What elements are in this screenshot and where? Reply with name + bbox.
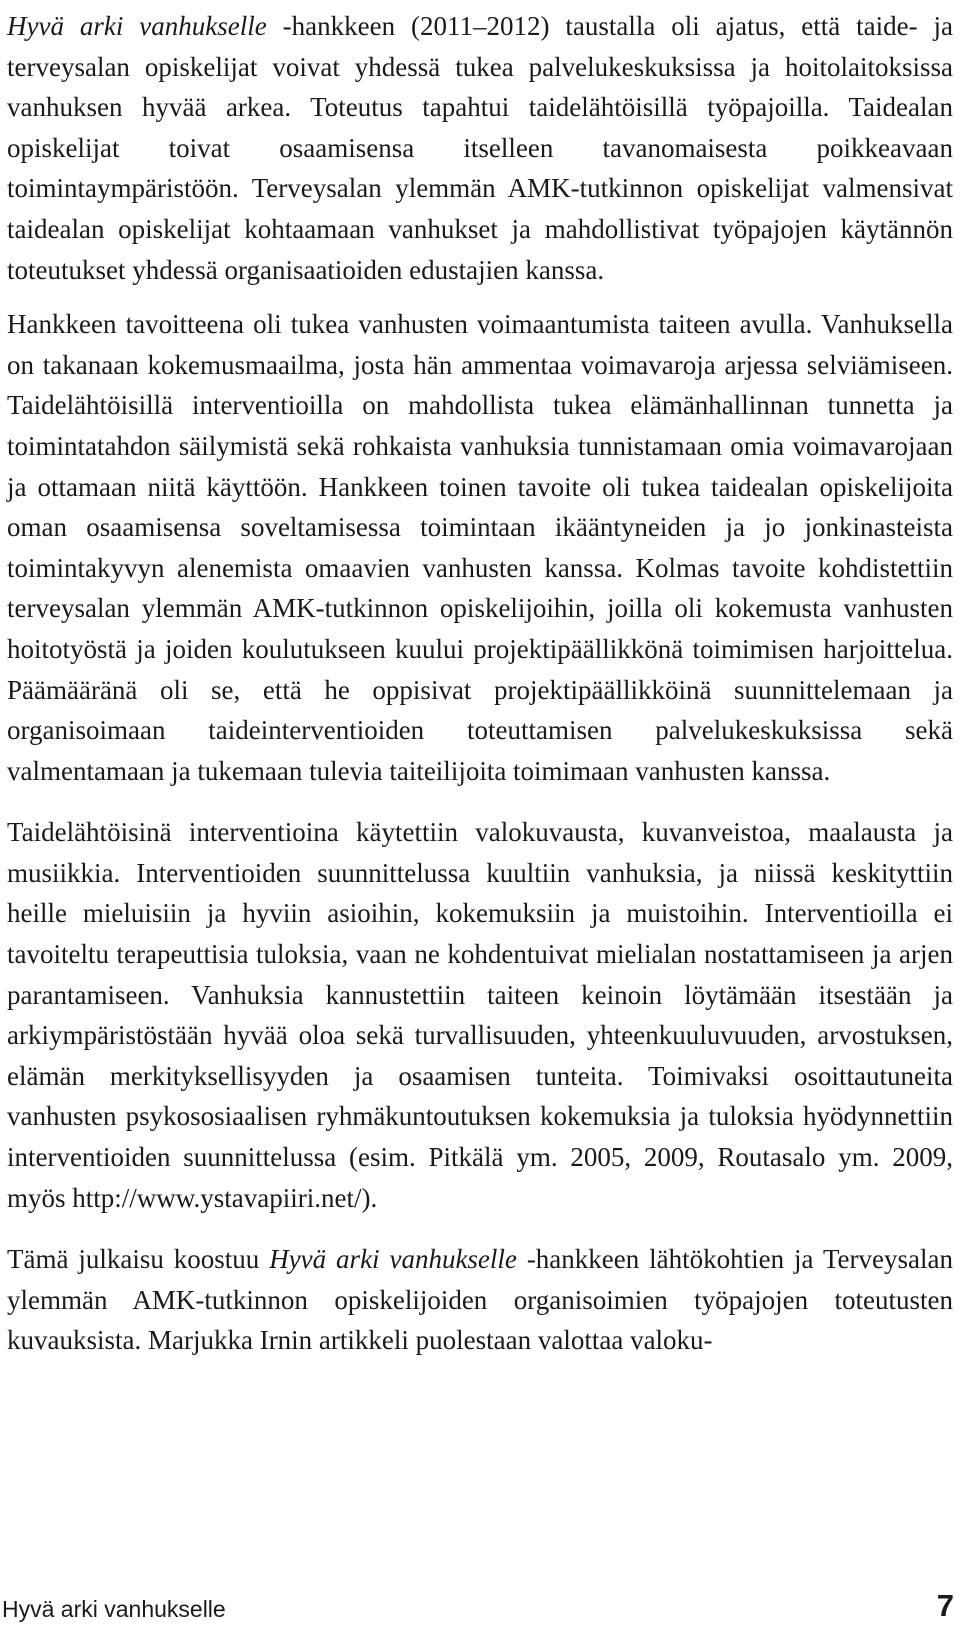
document-page xyxy=(7,6,953,1361)
paragraph-interventions-text: Taidelähtöisinä interventioina käytettiin valokuvausta, kuvanveistoa, maalausta ja musiikkia. Interventioiden suunnittelussa kuultiin vanhuksia, ja niissä keskityttiin heille mieluisiin ja hyviin asioihin, kokemuksiin ja muistoihin. Interventioilla ei tavoiteltu terapeuttisia tuloksia, vaan ne kohdentuivat mielialan nostattamiseen ja arjen parantamiseen. Vanhuksia kannustettiin taiteen keinoin löytämään itsestään ja arkiympäristöstään hyvää oloa sekä turvallisuuden, yhteenkuuluvuuden, arvostuksen, elämän merkityksellisyyden ja osaamisen tunteita. Toimivaksi osoittautuneita vanhusten psykososiaalisen ryhmäkuntoutuksen kokemuksia ja tuloksia hyödynnettiin interventioiden suunnittelussa (esim. Pitkälä ym. 2005, 2009, Routasalo ym. 2009, myös http://www.ystavapiiri.net/). xyxy=(7,817,953,1213)
paragraph-intro-text: -hankkeen (2011–2012) taustalla oli ajatus, että taide- ja terveysalan opiskelijat voivat yhdessä tukea palvelukeskuksissa ja hoitolaitoksissa vanhuksen hyvää arkea. Toteutus tapahtui taidelähtöisillä työpajoilla. Taidealan opiskelijat toivat osaamisensa itselleen tavanomaisesta poikkeavaan toimintaympäristöön. Terveysalan ylemmän AMK-tutkinnon opiskelijat valmensivat taidealan opiskelijat kohtaamaan vanhukset ja mahdollistivat työpajojen käytännön toteutukset yhdessä organisaatioiden edustajien kanssa. xyxy=(7,11,953,285)
paragraph-goals xyxy=(7,304,953,791)
paragraph-intro xyxy=(7,6,953,290)
project-title-italic: Hyvä arki vanhukselle xyxy=(269,1244,517,1275)
paragraph-publication-text: -hankkeen lähtökohtien ja Terveysalan ylemmän AMK-tutkinnon opiskelijoiden organisoimien työpajojen toteutusten kuvauksista. Marjukka Irnin artikkeli puolestaan valottaa valoku- xyxy=(7,1244,953,1356)
footer-publication-title: Hyvä arki vanhukselle xyxy=(2,1596,226,1622)
paragraph-publication xyxy=(7,1239,953,1361)
paragraph-goals-text: Hankkeen tavoitteena oli tukea vanhusten voimaantumista taiteen avulla. Vanhuksella on takanaan kokemusmaailma, josta hän ammentaa voimavaroja arjessa selviämiseen. Taidelähtöisillä interventioilla on mahdollista tukea elämänhallinnan tunnetta ja toimintatahdon säilymistä sekä rohkaista vanhuksia tunnistamaan omia voimavarojaan ja ottamaan niitä käyttöön. Hankkeen toinen tavoite oli tukea taidealan opiskelijoita oman osaamisensa soveltamisessa toimintaan ikääntyneiden ja jo jonkinasteista toimintakyvyn alenemista omaavien vanhusten kanssa. Kolmas tavoite kohdistettiin terveysalan ylemmän AMK-tutkinnon opiskelijoihin, joilla oli kokemusta vanhusten hoitotyöstä ja joiden koulutukseen kuului projektipäällikkönä toimimisen harjoittelua. Päämääränä oli se, että he oppisivat projektipäällikköinä suunnittelemaan ja organisoimaan taideinterventioiden toteuttamisen palvelukeskuksissa sekä valmentamaan ja tukemaan tulevia taiteilijoita toimimaan vanhusten kanssa. xyxy=(7,309,953,786)
paragraph-interventions xyxy=(7,812,953,1218)
paragraph-publication-lead: Tämä julkaisu koostuu xyxy=(7,1244,270,1275)
project-title-italic: Hyvä arki vanhukselle xyxy=(7,11,267,41)
page-footer xyxy=(0,1588,960,1624)
page-number: 7 xyxy=(936,1588,954,1623)
